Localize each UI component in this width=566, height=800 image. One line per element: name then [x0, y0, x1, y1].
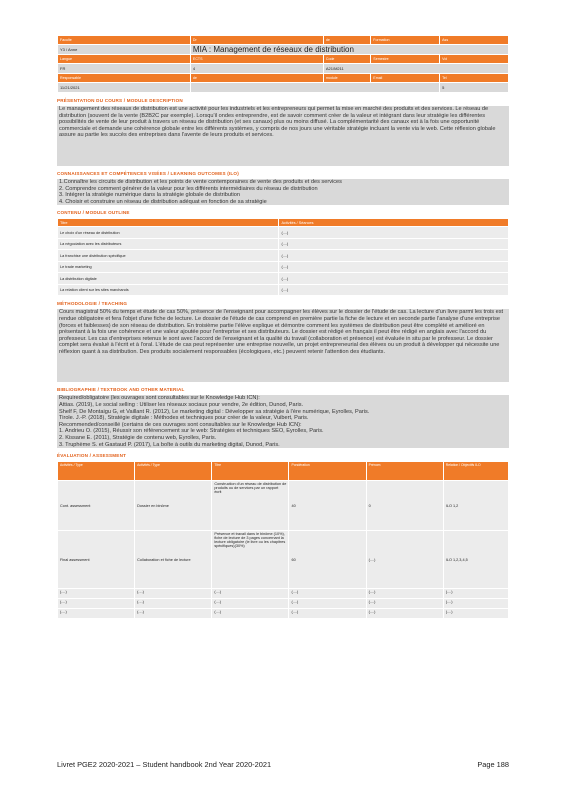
section-evaluation-title: ÉVALUATION / ASSESSMENT — [57, 453, 127, 459]
outline-title: La négociation avec les distributeurs — [58, 238, 279, 250]
eval-header: Activités / Type — [58, 462, 135, 481]
outcome-item: 1.Connaître les circuits de distribution et les points de vente contemporaines de vente des produits et des services — [59, 179, 342, 185]
eval-header: Prénom — [366, 462, 443, 481]
eval-weight: (....) — [289, 609, 366, 619]
eval-activity: (....) — [135, 599, 212, 609]
outcome-item: 4. Choisir et construire un réseau de distribution adéquat en fonction de sa stratégie — [59, 198, 267, 205]
eval-title: (....) — [212, 589, 289, 599]
page-footer — [57, 760, 509, 769]
header-cell: module — [323, 74, 370, 83]
header-value: FR — [58, 64, 191, 74]
evaluation-table — [57, 461, 509, 619]
outline-activity: (....) — [279, 261, 509, 273]
section-methodology-title: MÉTHODOLOGIE / TEACHING — [57, 301, 128, 307]
eval-ilo: (....) — [443, 609, 508, 619]
outline-title: Le choix d'un réseau de distribution — [58, 227, 279, 239]
footer-handbook-label: Livret PGE2 2020-2021 – Student handbook 2nd Year 2020-2021 — [57, 760, 272, 769]
header-cell: Ass — [440, 36, 509, 45]
eval-header: Titre — [212, 462, 289, 481]
eval-ilo: ILO 1,2,3,4,5 — [443, 531, 508, 589]
eval-header: Pondération — [289, 462, 366, 481]
eval-title: Présence et travail dans le binôme (10%), fiche de lecture de 3 pages concernant la lecture obligatoire (le livre ou les chapitres spécifiques)(30%) — [212, 531, 289, 589]
header-cell: Responsable — [58, 74, 191, 83]
bibliography-item: Required/obligatoire (les ouvrages sont consultables sur le Knowledge Hub ICN): — [59, 395, 260, 402]
header-cell: ECTS — [190, 55, 323, 64]
outline-activity: (....) — [279, 284, 509, 296]
outline-title: La distribution digitale — [58, 273, 279, 285]
bibliography-item: Tirole. J.-P. (2018), Stratégie digitale : Méthodes et techniques pour créer de la valeur, Vuibert, Paris. — [59, 415, 309, 422]
eval-type: (....) — [58, 589, 135, 599]
table-row — [58, 250, 509, 262]
table-row — [58, 284, 509, 296]
bibliography-item: Attias. (2019), Le social selling : Utiliser les réseaux sociaux pour vendre, 2e édition, Dunod, Paris. — [59, 401, 304, 408]
bibliography-item: 1. Andrieu O. (2015), Réussir son référencement sur le web: Stratégies et techniques SEO, Eyrolles, Paris. — [59, 428, 324, 435]
header-cell: de — [323, 36, 370, 45]
eval-ilo: (....) — [443, 589, 508, 599]
eval-header: Activités / Type — [135, 462, 212, 481]
bibliography-item: Shelf F, De Montaigu G, et Vaillant R. (2012), Le marketing digital : Développer sa stratégie à l'ère numérique, Eyrolles, Paris. — [59, 408, 370, 415]
bibliography-item: 3. Truphème S. et Gastaud P. (2017), La boîte à outils du marketing digital, Dunod, Paris. — [59, 441, 280, 448]
outcomes-list — [57, 179, 509, 205]
section-outline-title: CONTENU / MODULE OUTLINE — [57, 210, 130, 216]
header-cell: Dr — [190, 36, 323, 45]
table-row — [58, 261, 509, 273]
eval-other: (....) — [366, 609, 443, 619]
eval-weight: 60 — [289, 531, 366, 589]
outline-activity: (....) — [279, 250, 509, 262]
header-cell: de — [190, 74, 323, 83]
table-row — [58, 273, 509, 285]
eval-activity: Dossier en binôme — [135, 481, 212, 531]
methodology-text: Cours magistral 50% du temps et étude de cas 50%, présence de l'enseignant pour accompagner les élèves sur le dossier de l'étude de cas. La lecture d'un livre parmi les trois est rendue obligatoire et fera l'objet d'une fiche de lecture. Le dossier de l'étude de cas comprend en première partie la fiche de lecture et en seconde partie l'analyse d'une entreprise (forces et faiblesses) de son réseau de distribution. En troisième partie l'élève explique et démontre comment les systèmes de distribution peut être complété et amélioré en présentant à la fois une cohérence et une valeur ajoutée pour l'entreprise et ses distributeurs. Le dossier est rédigé en français il peut être rédigé en anglais avec l'accord du professeur. Les cas d'entreprises retenus le sont avec l'accord de l'enseignant et la qualité du travail (collaboration et présence) est évaluée in situ par le professeur. Le dossier complet sera évalué à l'écrit et à l'oral. L'étude de cas peut représenter une entreprise nouvelle, un projet entrepreneurial des élèves ou un produit à développer qui nécessite une réflexion quant à sa distribution. Des produits socialement responsables (écologiques, etc.) peuvent retenir l'attention des étudiants. — [57, 309, 509, 382]
eval-type: Cont. assessment — [58, 481, 135, 531]
eval-header: Relation / Objectifs ILO — [443, 462, 508, 481]
outline-header-title: Titre — [58, 219, 279, 227]
eval-other: (....) — [366, 599, 443, 609]
section-bibliography-title: BIBLIOGRAPHIE / TEXTBOOK AND OTHER MATERIAL — [57, 387, 185, 393]
eval-other: 0 — [366, 481, 443, 531]
bibliography-item: Recommended/conseillé (certains de ces ouvrages sont consultables sur le Knowledge Hub ICN): — [59, 421, 302, 428]
header-cell: Semestre — [371, 55, 440, 64]
footer-page-number: Page 188 — [477, 760, 509, 769]
outline-title: La franchise une distribution spécifique — [58, 250, 279, 262]
table-row — [58, 238, 509, 250]
table-row — [58, 589, 509, 599]
eval-title: (....) — [212, 599, 289, 609]
outcome-item: 3. Intégrer la stratégie numérique dans la stratégie globale de distribution — [59, 192, 240, 199]
table-row — [58, 481, 509, 531]
section-presentation-title: PRÉSENTATION DU COURS / MODULE DESCRIPTION — [57, 98, 183, 103]
outline-header-activity: Activités / Séances — [279, 219, 509, 227]
eval-activity: (....) — [135, 589, 212, 599]
module-sheet — [57, 35, 509, 619]
eval-weight: (....) — [289, 589, 366, 599]
table-row — [58, 599, 509, 609]
outline-title: La relation client sur les sites marchands — [58, 284, 279, 296]
table-row — [58, 531, 509, 589]
outline-table — [57, 218, 509, 296]
header-cell: Tel — [440, 74, 509, 83]
eval-type: (....) — [58, 599, 135, 609]
header-value: 5 — [440, 83, 509, 93]
eval-type: Final assessment — [58, 531, 135, 589]
outline-activity: (....) — [279, 227, 509, 239]
header-value: 4 — [190, 64, 323, 74]
eval-other: (....) — [366, 531, 443, 589]
outline-activity: (....) — [279, 273, 509, 285]
header-cell: Formation — [371, 36, 440, 45]
presentation-text: Le management des réseaux de distribution est une activité pour les industriels et les entrepreneurs qui permet la mise en marché des produits et des services. Le réseau de distribution (souvent de la vente (B2B2C par exemple). Lorsqu'il ondes entreprendre, est de savoir comment créer de la valeur et intégrant dans leur stratégie les différentes possibilités de vente de leur produit à travers un réseau de distribution (et ses canaux) plus ou moins diffusé. La complémentarité des canaux est à la fois une opportunité commerciale et demande une cohérence globale entre les différents systèmes, y compris de nos jours une véritable stratégie incluant la vente via le web. Cette réflexion globale assure au partie les succès des entreprises dans l'avente de leurs produits et services. — [57, 106, 509, 166]
header-cell: Vol — [440, 55, 509, 64]
table-row — [58, 609, 509, 619]
eval-title: Construction d'un réseau de distribution de produits ou de services par un rapport écrit — [212, 481, 289, 531]
eval-activity: (....) — [135, 609, 212, 619]
outline-title: Le trade marketing — [58, 261, 279, 273]
header-value: Y3 / Anne — [58, 45, 191, 55]
eval-ilo: (....) — [443, 599, 508, 609]
eval-title: (....) — [212, 609, 289, 619]
bibliography-list — [57, 395, 509, 448]
table-row — [58, 227, 509, 239]
header-cell: Email — [371, 74, 440, 83]
header-cell: Langue — [58, 55, 191, 64]
eval-type: (....) — [58, 609, 135, 619]
eval-ilo: ILO 1,2 — [443, 481, 508, 531]
eval-weight: (....) — [289, 599, 366, 609]
header-table — [57, 35, 509, 93]
module-title: MIA : Management de réseaux de distribution — [190, 45, 508, 55]
bibliography-item: 2. Kissane E. (2011), Stratégie de contenu web, Eyrolles, Paris. — [59, 434, 217, 441]
section-outcomes-title: CONNAISSANCES ET COMPÉTENCES VISÉES / LEARNING OUTCOMES (ILO) — [57, 171, 239, 176]
eval-weight: 40 — [289, 481, 366, 531]
outcome-item: 2. Comprendre comment générer de la valeur pour les différents intermédiaires du réseau de distribution — [59, 185, 318, 192]
outline-activity: (....) — [279, 238, 509, 250]
header-cell: Code — [323, 55, 370, 64]
header-value-empty — [190, 83, 439, 93]
eval-activity: Collaboration et fiche de lecture — [135, 531, 212, 589]
header-value: 11/21/2021 — [58, 83, 191, 93]
header-cell: Faculte — [58, 36, 191, 45]
header-value: A21/M211 — [323, 64, 508, 74]
eval-other: (....) — [366, 589, 443, 599]
